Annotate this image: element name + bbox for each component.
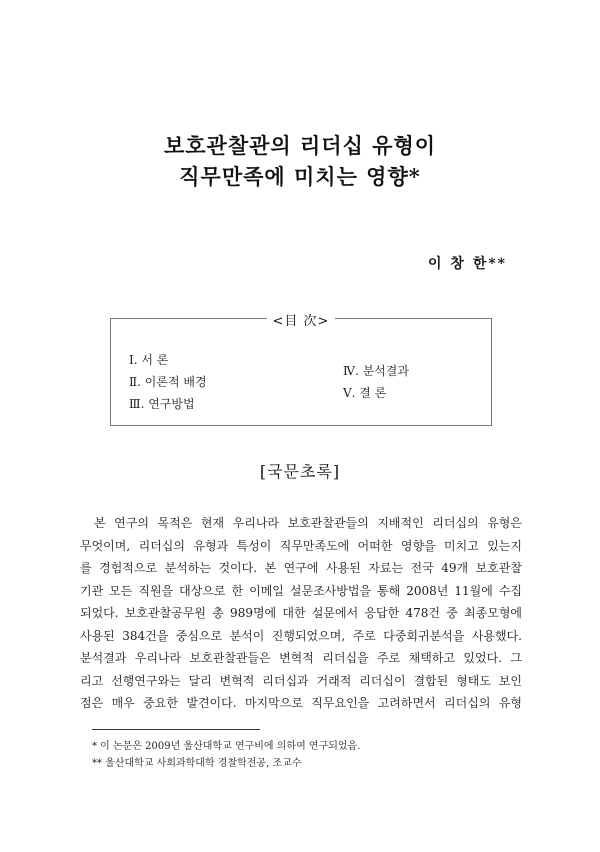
abstract-line: 를 경험적으로 분석하는 것이다. 본 연구에 사용된 자료는 전국 49개 보호관찰	[80, 561, 522, 575]
toc-item-analysis-results: Ⅳ. 분석결과	[343, 364, 409, 378]
abstract-line: 리고 선행연구와는 달리 변혁적 리더십과 거래적 리더십이 결합된 형태도 보인	[80, 673, 522, 688]
toc-heading-text: <目 次>	[267, 314, 336, 329]
footnote-divider	[92, 729, 260, 730]
footnote-funding: * 이 논문은 2009년 울산대학교 연구비에 의하여 연구되었음.	[92, 741, 361, 752]
abstract-line: 사용된 384건을 중심으로 분석이 진행되었으며, 주로 다중회귀분석을 사용했다.	[80, 628, 522, 643]
paper-title-line-1: 보호관찰관의 리더십 유형이	[163, 133, 437, 158]
footnote-affiliation: ** 울산대학교 사회과학대학 경찰학전공, 조교수	[92, 758, 302, 769]
abstract-line: 분석결과 우리나라 보호관찰관들은 변혁적 리더십을 주로 채택하고 있었다. 그	[80, 651, 522, 665]
toc-heading	[111, 310, 491, 329]
abstract-body	[80, 512, 522, 715]
toc-item-research-method: Ⅲ. 연구방법	[129, 397, 195, 411]
table-of-contents	[110, 314, 492, 426]
author-name: 이 창 한**	[428, 256, 507, 272]
abstract-line: 기관 모든 직원을 대상으로 한 이메일 설문조사방법을 통해 2008년 11월에 수집	[80, 583, 522, 598]
abstract-line: 되었다. 보호관찰공무원 총 989명에 대한 설문에서 응답한 478건 중 최종모형에	[80, 606, 522, 620]
toc-item-introduction: Ⅰ. 서 론	[129, 353, 169, 367]
abstract-line: 본 연구의 목적은 현재 우리나라 보호관찰관들의 지배적인 리더십의 유형은	[94, 516, 522, 530]
abstract-heading: [국문초록]	[259, 462, 341, 481]
toc-item-theoretical-background: Ⅱ. 이론적 배경	[129, 375, 207, 389]
paper-title-line-2: 직무만족에 미치는 영향*	[179, 164, 421, 189]
abstract-line: 무엇이며, 리더십의 유형과 특성이 직무만족도에 어떠한 영향을 미치고 있는지	[80, 538, 522, 553]
toc-item-conclusion: Ⅴ. 결 론	[343, 386, 387, 400]
abstract-line: 점은 매우 중요한 발견이다. 마지막으로 직무요인을 고려하면서 리더십의 유형	[80, 696, 522, 710]
